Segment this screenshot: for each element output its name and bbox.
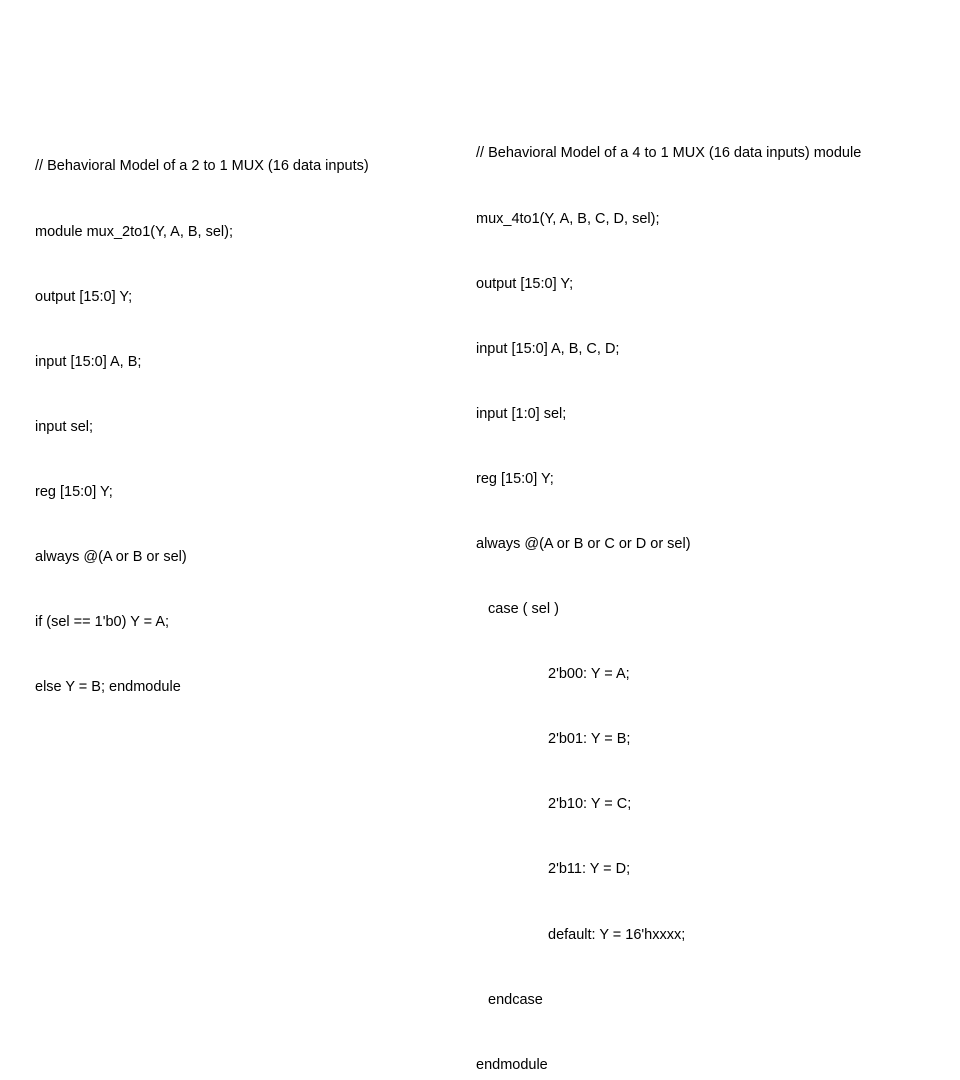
code-line: input [1:0] sel; — [476, 405, 567, 422]
code-line: default: Y = 16'hxxxx; — [548, 926, 686, 943]
code-line: else Y = B; endmodule — [35, 679, 181, 696]
code-line: input sel; — [35, 418, 94, 435]
code-line: if (sel == 1'b0) Y = A; — [35, 614, 170, 631]
code-line: case ( sel ) — [488, 601, 559, 618]
code-line: input [15:0] A, B; — [35, 353, 142, 370]
code-line: output [15:0] Y; — [476, 275, 574, 292]
code-line: 2'b01: Y = B; — [548, 731, 631, 748]
code-line: 2'b00: Y = A; — [548, 666, 630, 683]
code-line: always @(A or B or C or D or sel) — [476, 535, 691, 552]
code-line: output [15:0] Y; — [35, 288, 133, 305]
code-line: input [15:0] A, B, C, D; — [476, 340, 620, 357]
code-line: endcase — [488, 991, 543, 1008]
code-line: module mux_2to1(Y, A, B, sel); — [35, 223, 234, 240]
mux-2to1-code-block — [35, 113, 369, 721]
code-line: mux_4to1(Y, A, B, C, D, sel); — [476, 210, 660, 227]
code-line: // Behavioral Model of a 2 to 1 MUX (16 data inputs) — [35, 158, 369, 175]
code-line: // Behavioral Model of a 4 to 1 MUX (16 data inputs) module — [476, 145, 862, 162]
code-line: reg [15:0] Y; — [476, 470, 554, 487]
mux-4to1-code-block — [476, 100, 861, 1080]
code-line: always @(A or B or sel) — [35, 548, 187, 565]
code-line: reg [15:0] Y; — [35, 483, 113, 500]
code-line: endmodule — [476, 1056, 548, 1073]
code-line: 2'b11: Y = D; — [548, 861, 631, 878]
code-line: 2'b10: Y = C; — [548, 796, 632, 813]
